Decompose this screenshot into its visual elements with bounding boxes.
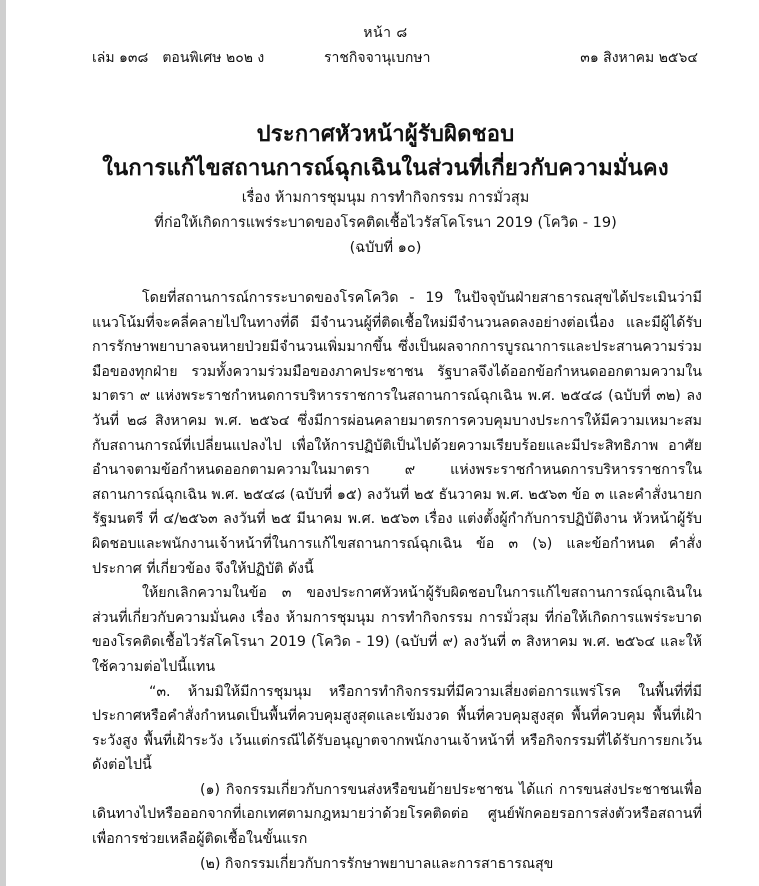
preamble-paragraph: โดยที่สถานการณ์การระบาดของโรคโควิด - 19 ในปัจจุบันฝ่ายสาธารณสุขได้ประเมินว่ามีแนวโน้มที่จะคลี่คลายไปในทางที่ดี มีจำนวนผู้ที่ติดเชื้อใหม่มีจำนวนลดลงอย่างต่อเนื่อง และมีผู้ได้รับการรักษาพยาบาลจนหายป่วยมีจำนวนเพิ่มมากขึ้น ซึ่งเป็นผลจากการบูรณาการและประสานความร่วมมือของทุกฝ่าย รวมทั้งความร่วมมือของภาคประชาชน รัฐบาลจึงได้ออกข้อกำหนดออกตามความในมาตรา ๙ แห่งพระราชกำหนดการบริหารราชการในสถานการณ์ฉุกเฉิน พ.ศ. ๒๕๔๘ (ฉบับที่ ๓๒) ลงวันที่ ๒๘ สิงหาคม พ.ศ. ๒๕๖๔ ซึ่งมีการผ่อนคลายมาตรการควบคุมบางประการให้มีความเหมาะสมกับสถานการณ์ที่เปลี่ยนแปลงไป เพื่อให้การปฏิบัติเป็นไปด้วยความเรียบร้อยและมีประสิทธิภาพ อาศัยอำนาจตามข้อกำหนดออกตามความในมาตรา ๙ แห่งพระราชกำหนดการบริหารราชการในสถานการณ์ฉุกเฉิน พ.ศ. ๒๕๔๘ (ฉบับที่ ๑๕) ลงวันที่ ๒๕ ธันวาคม พ.ศ. ๒๕๖๓ ข้อ ๓ และคำสั่งนายกรัฐมนตรี ที่ ๔/๒๕๖๓ ลงวันที่ ๒๕ มีนาคม พ.ศ. ๒๕๖๓ เรื่อง แต่งตั้งผู้กำกับการปฏิบัติงาน หัวหน้าผู้รับผิดชอบและพนักงานเจ้าหน้าที่ในการแก้ไขสถานการณ์ฉุกเฉิน ข้อ ๓ (๖) และข้อกำหนด คำสั่ง ประกาศ ที่เกี่ยวข้อง จึงให้ปฏิบัติ ดังนี้ [92, 290, 702, 577]
announcement-title-line2: ในการแก้ไขสถานการณ์ฉุกเฉินในส่วนที่เกี่ยวกับความมั่นคง [102, 156, 669, 181]
issue-label: ตอนพิเศษ ๒๐๒ ง [162, 50, 265, 66]
announcement-title-block [6, 118, 759, 261]
page-number: หน้า ๘ [363, 25, 408, 41]
announcement-number: (ฉบับที่ ๑๐) [349, 240, 422, 256]
announcement-body [92, 286, 702, 876]
subject-line1: เรื่อง ห้ามการชุมนุม การทำกิจกรรม การมั่วสุม [241, 190, 530, 206]
announcement-title-line1: ประกาศหัวหน้าผู้รับผิดชอบ [256, 122, 515, 147]
volume-label: เล่ม ๑๓๘ [92, 50, 149, 66]
clause-3-paragraph: “๓. ห้ามมิให้มีการชุมนุม หรือการทำกิจกรรมที่มีความเสี่ยงต่อการแพร่โรค ในพื้นที่ที่มีประกาศหรือคำสั่งกำหนดเป็นพื้นที่ควบคุมสูงสุดและเข้มงวด พื้นที่ควบคุมสูงสุด พื้นที่ควบคุม พื้นที่เฝ้าระวังสูง พื้นที่เฝ้าระวัง เว้นแต่กรณีได้รับอนุญาตจากพนักงานเจ้าหน้าที่ หรือกิจกรรมที่ได้รับการยกเว้น ดังต่อไปนี้ [92, 683, 702, 774]
subject-line2: ที่ก่อให้เกิดการแพร่ระบาดของโรคติดเชื้อไวรัสโคโรนา 2019 (โควิด - 19) [154, 215, 617, 231]
publication-name: ราชกิจจานุเบกษา [324, 50, 431, 66]
publication-date: ๓๑ สิงหาคม ๒๕๖๔ [580, 50, 698, 66]
repeal-paragraph: ให้ยกเลิกความในข้อ ๓ ของประกาศหัวหน้าผู้รับผิดชอบในการแก้ไขสถานการณ์ฉุกเฉินในส่วนที่เกี่ยวกับความมั่นคง เรื่อง ห้ามการชุมนุม การทำกิจกรรม การมั่วสุม ที่ก่อให้เกิดการแพร่ระบาดของโรคติดเชื้อไวรัสโคโรนา 2019 (โควิด - 19) (ฉบับที่ ๙) ลงวันที่ ๓ สิงหาคม พ.ศ. ๒๕๖๔ และให้ใช้ความต่อไปนี้แทน [92, 585, 702, 675]
exemption-item-2: (๒) กิจกรรมเกี่ยวกับการรักษาพยาบาลและการสาธารณสุข [200, 855, 554, 872]
exemption-item-1: (๑) กิจกรรมเกี่ยวกับการขนส่งหรือขนย้ายประชาชน ได้แก่ การขนส่งประชาชนเพื่อเดินทางไปหรือออกจากที่เอกเทศตามกฎหมายว่าด้วยโรคติดต่อ ศูนย์พักคอยรอการส่งตัวหรือสถานที่เพื่อการช่วยเหลือผู้ติดเชื้อในขั้นแรก [92, 781, 702, 848]
gazette-header [92, 47, 698, 69]
volume-issue [92, 47, 264, 69]
